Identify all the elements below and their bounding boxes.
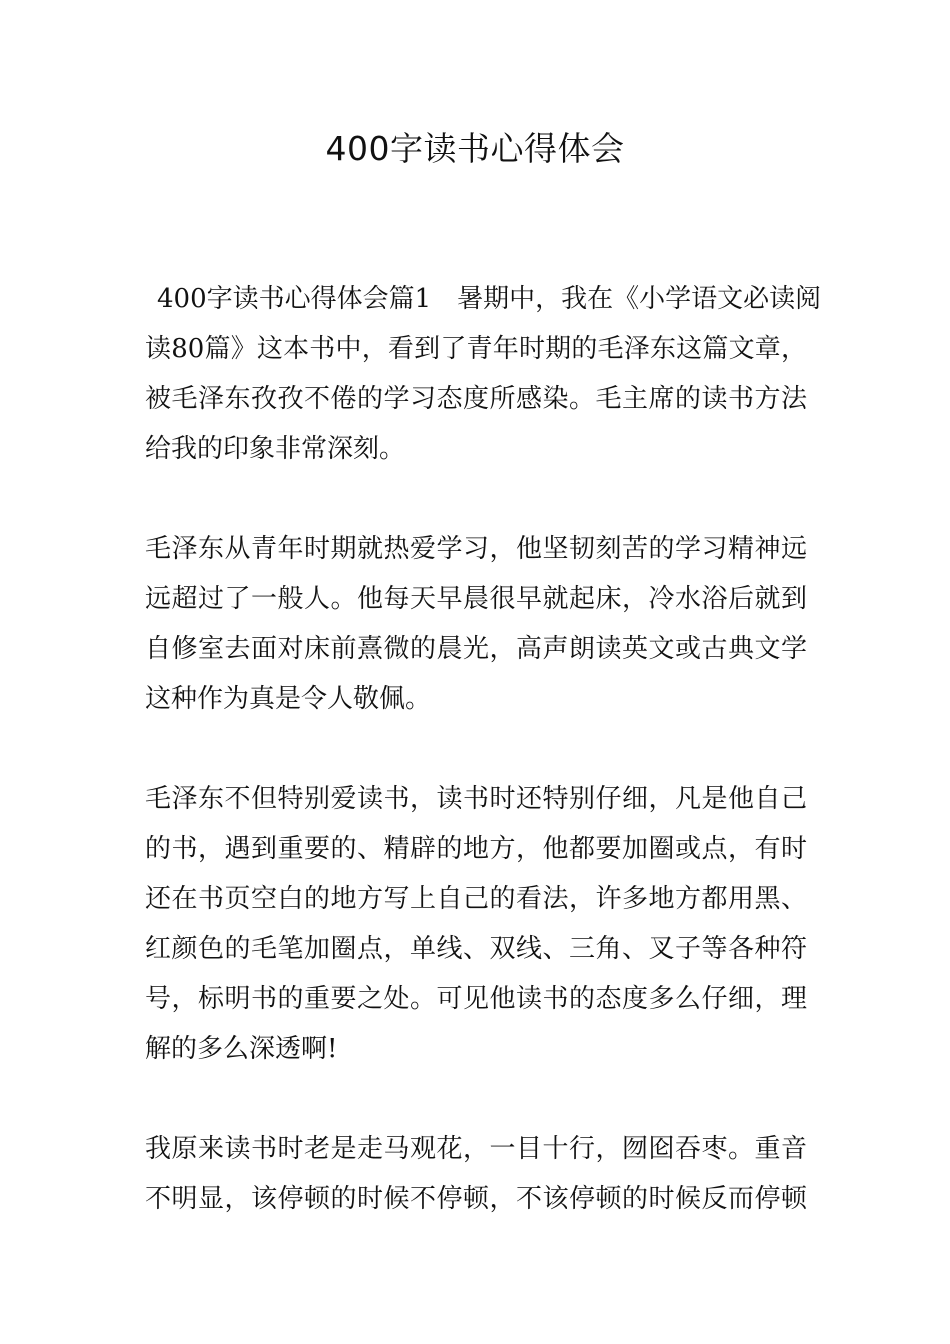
- text-line: 的书，遇到重要的、精辟的地方，他都要加圈或点，有时: [145, 834, 807, 864]
- text-line: 还在书页空白的地方写上自己的看法，许多地方都用黑、: [145, 884, 807, 914]
- text-line: 自修室去面对床前熹微的晨光，高声朗读英文或古典文学: [145, 634, 807, 664]
- text-line: 我原来读书时老是走马观花，一目十行，囫囵吞枣。重音: [145, 1134, 807, 1164]
- paragraph: [145, 274, 822, 474]
- document-title: 400字读书心得体会: [325, 129, 625, 168]
- text-line: 不明显，该停顿的时候不停顿，不该停顿的时候反而停顿: [145, 1184, 807, 1214]
- paragraph-gap: [145, 724, 807, 774]
- text-line: 号，标明书的重要之处。可见他读书的态度多么仔细，理: [145, 984, 807, 1014]
- text-line: 这种作为真是令人敬佩。: [145, 684, 432, 714]
- text-line: 读80篇》这本书中，看到了青年时期的毛泽东这篇文章，: [145, 334, 807, 364]
- text-line: 解的多么深透啊!: [145, 1034, 338, 1064]
- paragraph-gap: [145, 474, 807, 524]
- paragraph-gap: [145, 1074, 807, 1124]
- paragraph: [145, 524, 807, 724]
- paragraph: [145, 774, 807, 1074]
- text-line: 远超过了一般人。他每天早晨很早就起床，冷水浴后就到: [145, 584, 807, 614]
- text-line: 400字读书心得体会篇1 暑期中，我在《小学语文必读阅: [157, 284, 822, 314]
- paragraph: [145, 1124, 807, 1224]
- text-line: 毛泽东从青年时期就热爱学习，他坚韧刻苦的学习精神远: [145, 534, 807, 564]
- document-body: [145, 274, 822, 1224]
- text-line: 毛泽东不但特别爱读书，读书时还特别仔细，凡是他自己: [145, 784, 807, 814]
- text-line: 给我的印象非常深刻。: [145, 434, 406, 464]
- text-line: 红颜色的毛笔加圈点，单线、双线、三角、叉子等各种符: [145, 934, 807, 964]
- text-line: 被毛泽东孜孜不倦的学习态度所感染。毛主席的读书方法: [145, 384, 807, 414]
